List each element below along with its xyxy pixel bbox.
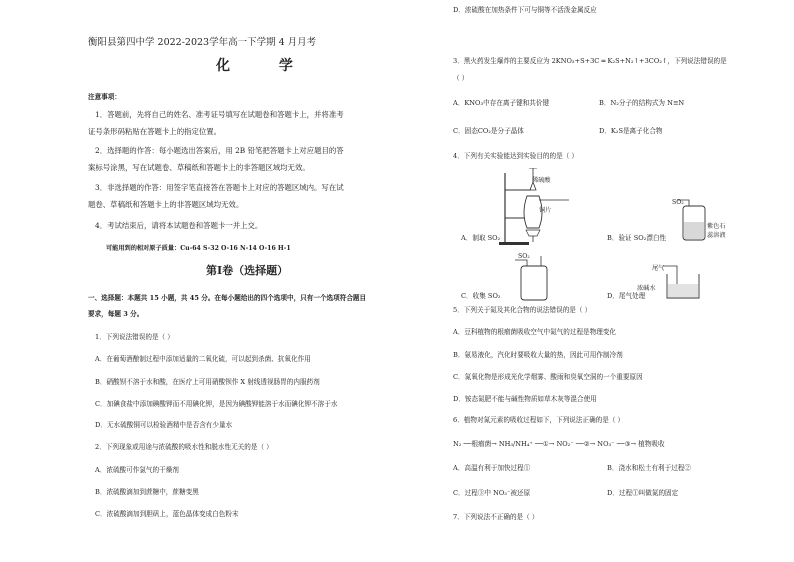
section-intro-2: 要求，每题 3 分。 (88, 310, 144, 318)
q2-option-d: D．浓硫酸在加热条件下可与铜等不活泼金属反应 (453, 6, 597, 14)
notice-1b: 证号条形码粘贴在答题卡上的指定位置。 (88, 127, 222, 136)
label-so2-collect: SO₂ (518, 253, 530, 260)
q3-option-c: C．固态CO₂是分子晶体 (453, 127, 524, 135)
label-litmus-1: 紫色石 (707, 223, 726, 230)
q5-stem: 5．下列关于氮及其化合物的说法错误的是（ ） (453, 306, 592, 314)
label-so2-top: SO₂ (672, 199, 684, 206)
notice-1a: 1．答题前，先将自己的姓名、准考证号填写在试题卷和答题卡上，并将准考 (95, 110, 344, 119)
q5-option-b: B．氨易液化，汽化时要吸收大量的热，因此可用作制冷剂 (453, 351, 623, 359)
notice-2a: 2．选择题的作答：每小题选出答案后，用 2B 铅笔把答题卡上对应题目的答 (95, 146, 344, 155)
q2-option-a: A．浓硫酸可作氯气的干燥剂 (95, 466, 179, 474)
label-alkali-water: 浓碱水 (637, 285, 656, 292)
notice-4: 4．考试结束后，请将本试题卷和答题卡一并上交。 (95, 221, 263, 230)
section-intro-1: 一、选择题：本题共 15 小题，共 45 分。在每小题给出的四个选项中，只有一个选项符合题目 (88, 294, 367, 302)
q2-stem: 2．下列现象或用途与浓硫酸的吸水性和脱水性无关的是（ ） (95, 443, 273, 451)
notice-3a: 3．非选择题的作答：用签字笔直接答在答题卡上对应的答题区域内。写在试 (95, 183, 344, 192)
q3-option-a: A．KNO₃中存在离子键和共价键 (453, 99, 550, 107)
subject-title: 化 学 (216, 58, 315, 74)
label-litmus-2: 蕊溶液 (707, 232, 726, 239)
q5-option-c: C．氮氧化物是形成光化学烟雾、酸雨和臭氧空洞的一个重要原因 (453, 373, 643, 381)
q4-option-d: D．尾气处理 (607, 292, 646, 300)
atomic-masses: 可能用到的相对原子质量：Cu-64 S-32 O-16 N-14 O-16 H-1 (106, 245, 291, 252)
label-tail-gas: 尾气 (652, 265, 665, 272)
q3-stem: 3．黑火药发生爆炸的主要反应为 2KNO₃+S+3C ═ K₂S+N₂↑+3CO₂↑，下列说法错误的是 (453, 57, 727, 65)
q2-option-c: C．浓硫酸滴加到胆矾上，蓝色晶体变成白色粉末 (95, 510, 239, 518)
q1-option-a: A．在葡萄酒酿制过程中添加适量的二氧化硫，可以起到杀菌、抗氧化作用 (95, 355, 311, 363)
q6-stem: 6．植物对氮元素的吸收过程如下，下列说法正确的是（ ） (453, 416, 625, 424)
right-page (397, 0, 794, 562)
q1-option-d: D．无水硫酸铜可以检验酒精中是否含有少量水 (95, 421, 233, 429)
q6-option-b: B．浇水和松土有利于过程② (607, 464, 691, 472)
q3-option-d: D．K₂S是离子化合物 (599, 127, 663, 135)
q4-option-c: C．收集 SO₂ (461, 292, 501, 300)
label-copper: 铜片 (539, 207, 552, 214)
q5-option-d: D．铵态氮肥不能与碱性物质如草木灰等混合使用 (453, 395, 597, 403)
q4-option-b: B．验证 SO₂漂白性 (607, 234, 667, 242)
q1-option-c: C．加碘食盐中添加碘酸钾而不用碘化钾，是因为碘酸钾能溶于水而碘化钾不溶于水 (95, 400, 338, 408)
q6-option-d: D．过程①叫做氮的固定 (607, 489, 679, 497)
exam-header: 衡阳县第四中学 2022-2023学年高一下学期 4 月月考 (88, 37, 317, 48)
gas-collection-figure (515, 256, 555, 302)
notice-3b: 题卷、草稿纸和答题卡上的非答题区域均无效。 (88, 200, 244, 209)
q6-option-a: A．高温有利于加快过程① (453, 464, 531, 472)
q1-option-b: B．硝酸钡不溶于水和酸，在医疗上可用硝酸钡作 X 射线透视肠胃的内服药剂 (95, 378, 320, 386)
q3-stem-paren: （ ） (453, 74, 469, 82)
q7-stem: 7．下列说法不正确的是（ ） (453, 513, 539, 521)
q4-stem: 4．下列有关实验能达到实验目的的是（ ） (453, 152, 578, 160)
litmus-bottle-figure (675, 196, 735, 244)
q2-option-b: B．浓硫酸滴加到蔗糖中，蔗糖变黑 (95, 488, 199, 496)
q4-option-a: A．制取 SO₂ (461, 234, 501, 242)
label-dilute-sulfuric-acid: 稀硫酸 (532, 177, 551, 184)
q6-option-c: C．过程③中 NO₃⁻被还原 (453, 489, 531, 497)
section-title: 第Ⅰ卷（选择题） (206, 264, 289, 277)
q1-stem: 1．下列说法错误的是（ ） (95, 333, 174, 341)
notice-title: 注意事项： (88, 93, 121, 101)
q5-option-a: A．豆科植物的根瘤菌吸收空气中氮气的过程是物理变化 (453, 328, 617, 336)
q3-option-b: B．N₂分子的结构式为 N≡N (599, 99, 685, 107)
notice-2b: 案标号涂黑，写在试题卷、草稿纸和答题卡上的非答题区域均无效。 (88, 163, 310, 172)
tail-gas-beaker-figure (659, 264, 705, 300)
q6-nitrogen-chain: N₂ ──根瘤菌→ NH₃/NH₄⁺ ──①→ NO₂⁻ ──②→ NO₃⁻ ──③→ 植物吸收 (453, 440, 665, 448)
